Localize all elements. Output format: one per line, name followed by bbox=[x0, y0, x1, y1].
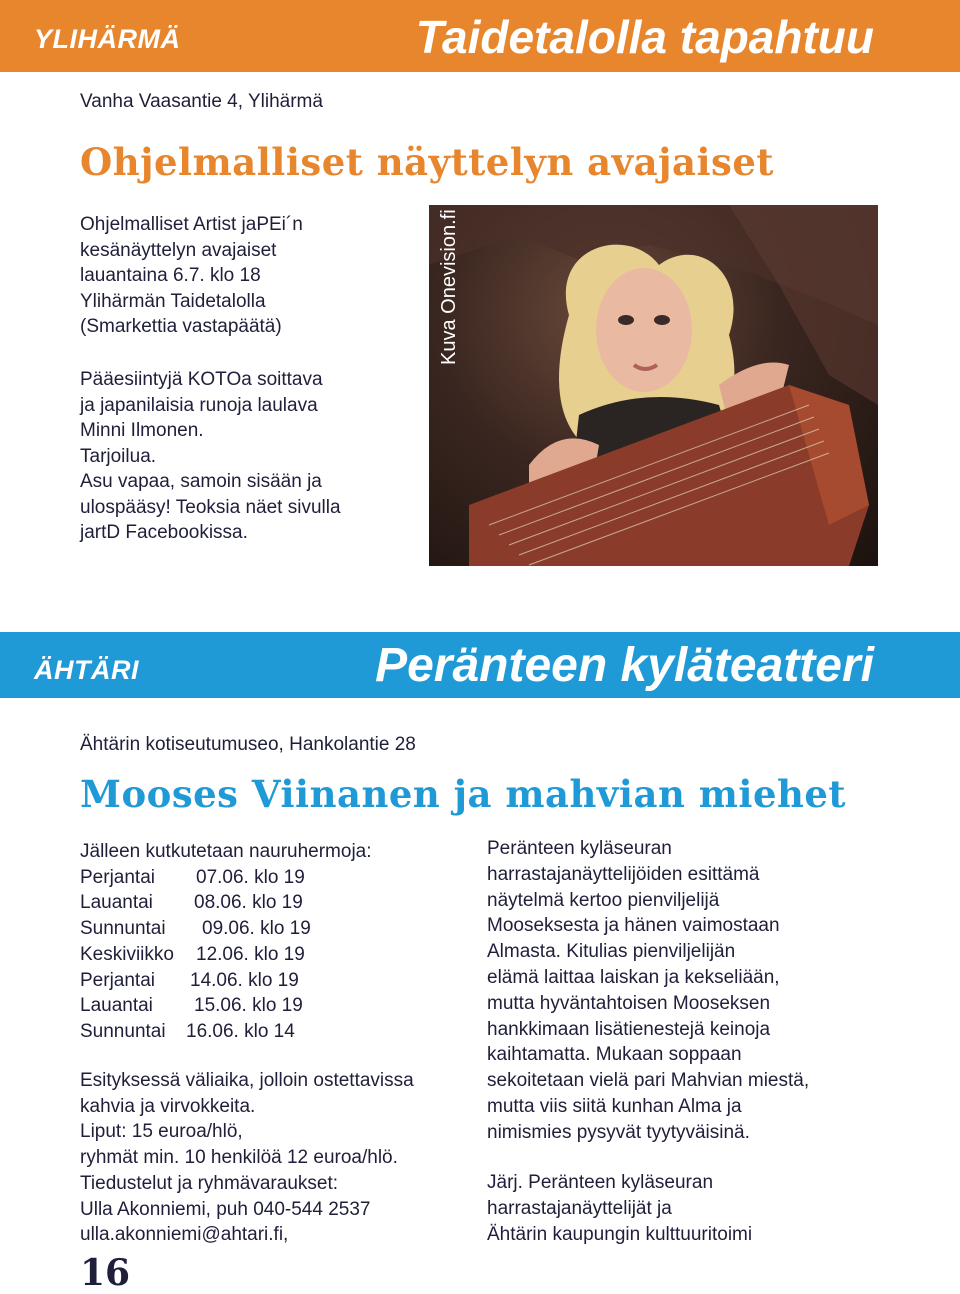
description-line: näytelmä kertoo pienviljelijä bbox=[487, 889, 720, 911]
photo-illustration bbox=[429, 205, 878, 566]
section-title: Peränteen kyläteatteri bbox=[375, 639, 874, 692]
koto-player-photo bbox=[429, 205, 878, 566]
intro-line: Ohjelmalliset Artist jaPEi´n bbox=[80, 214, 303, 235]
info-line: ryhmät min. 10 henkilöä 12 euroa/hlö. bbox=[80, 1147, 398, 1169]
schedule-time: 16.06. klo 14 bbox=[186, 1020, 295, 1042]
schedule-row bbox=[80, 890, 372, 916]
organizer-line: harrastajanäyttelijät ja bbox=[487, 1197, 672, 1219]
schedule-day: Sunnuntai bbox=[80, 1020, 166, 1042]
schedule-time: 09.06. klo 19 bbox=[202, 918, 311, 940]
body-line: Asu vapaa, samoin sisään ja bbox=[80, 471, 322, 492]
description-line: Almasta. Kitulias pienviljelijän bbox=[487, 941, 736, 963]
description-line: kaihtamatta. Mukaan soppaan bbox=[487, 1044, 742, 1066]
section-title: Taidetalolla tapahtuu bbox=[415, 11, 874, 63]
play-headline: Mooses Viinanen ja mahvian miehet bbox=[80, 772, 847, 816]
info-line: Tiedustelut ja ryhmävaraukset: bbox=[80, 1172, 339, 1194]
schedule-row bbox=[80, 993, 372, 1019]
schedule-row bbox=[80, 916, 372, 942]
schedule-row bbox=[80, 865, 372, 891]
schedule-day: Perjantai bbox=[80, 866, 155, 888]
organizer-line: Ähtärin kaupungin kulttuuritoimi bbox=[487, 1223, 753, 1245]
organizers bbox=[487, 1170, 752, 1247]
description-line: Mooseksesta ja hänen vaimostaan bbox=[487, 915, 780, 937]
play-description bbox=[487, 836, 809, 1146]
ahtari-banner bbox=[0, 632, 960, 698]
description-line: Peränteen kyläseuran bbox=[487, 838, 672, 859]
description-line: mutta viis siitä kunhan Alma ja bbox=[487, 1095, 742, 1117]
section-place-label: ÄHTÄRI bbox=[34, 655, 139, 685]
info-line: Esityksessä väliaika, jolloin ostettavissa bbox=[80, 1070, 414, 1091]
info-line: kahvia ja virvokkeita. bbox=[80, 1095, 256, 1117]
schedule-day: Sunnuntai bbox=[80, 918, 166, 940]
body-line: ulospääsy! Teoksia näet sivulla bbox=[80, 496, 341, 518]
venue-address: Ähtärin kotiseutumuseo, Hankolantie 28 bbox=[80, 734, 416, 755]
schedule-day: Lauantai bbox=[80, 892, 153, 914]
body-line: ja japanilaisia runoja laulava bbox=[80, 394, 318, 416]
description-line: hankkimaan lisätienestejä keinoja bbox=[487, 1018, 771, 1040]
page-number: 16 bbox=[80, 1252, 131, 1294]
venue-address: Vanha Vaasantie 4, Ylihärmä bbox=[80, 91, 323, 112]
photo-credit: Kuva Onevision.fi bbox=[438, 209, 460, 365]
event-headline: Ohjelmalliset näyttelyn avajaiset bbox=[80, 140, 775, 184]
body-line: Minni Ilmonen. bbox=[80, 420, 204, 441]
schedule-intro: Jälleen kutkutetaan nauruhermoja: bbox=[80, 841, 372, 862]
contact-email: ulla.akonniemi@ahtari.fi, bbox=[80, 1224, 289, 1246]
intro-line: lauantaina 6.7. klo 18 bbox=[80, 265, 261, 286]
schedule-time: 08.06. klo 19 bbox=[194, 892, 303, 914]
schedule-time: 15.06. klo 19 bbox=[194, 995, 303, 1017]
info-line: Liput: 15 euroa/hlö, bbox=[80, 1121, 243, 1143]
description-line: elämä laittaa laiskan ja kekseliään, bbox=[487, 966, 780, 988]
intro-line: (Smarkettia vastapäätä) bbox=[80, 316, 282, 337]
schedule-row bbox=[80, 968, 372, 994]
body-line: Pääesiintyjä KOTOa soittava bbox=[80, 369, 323, 390]
organizer-line: Järj. Peränteen kyläseuran bbox=[487, 1172, 714, 1193]
event-body bbox=[80, 367, 341, 546]
section-place-label: YLIHÄRMÄ bbox=[34, 24, 181, 54]
schedule-block bbox=[80, 839, 372, 1045]
description-line: mutta hyväntahtoisen Mooseksen bbox=[487, 992, 771, 1014]
info-line: Ulla Akonniemi, puh 040-544 2537 bbox=[80, 1198, 371, 1220]
ticket-info bbox=[80, 1068, 414, 1248]
schedule-time: 07.06. klo 19 bbox=[196, 866, 305, 888]
schedule-time: 12.06. klo 19 bbox=[196, 943, 305, 965]
schedule-row bbox=[80, 1019, 372, 1045]
event-intro bbox=[80, 212, 303, 340]
schedule-day: Lauantai bbox=[80, 995, 153, 1017]
body-line: Tarjoilua. bbox=[80, 445, 157, 467]
description-line: nimismies pysyvät tyytyväisinä. bbox=[487, 1121, 750, 1143]
yliharma-banner bbox=[0, 0, 960, 72]
schedule-day: Keskiviikko bbox=[80, 943, 174, 965]
body-line: jartD Facebookissa. bbox=[80, 522, 248, 543]
schedule-row bbox=[80, 942, 372, 968]
intro-line: kesänäyttelyn avajaiset bbox=[80, 239, 277, 261]
intro-line: Ylihärmän Taidetalolla bbox=[80, 290, 266, 312]
description-line: harrastajanäyttelijöiden esittämä bbox=[487, 863, 760, 885]
description-line: sekoitetaan vielä pari Mahvian miestä, bbox=[487, 1070, 810, 1092]
schedule-day: Perjantai bbox=[80, 969, 155, 991]
schedule-time: 14.06. klo 19 bbox=[190, 969, 299, 991]
